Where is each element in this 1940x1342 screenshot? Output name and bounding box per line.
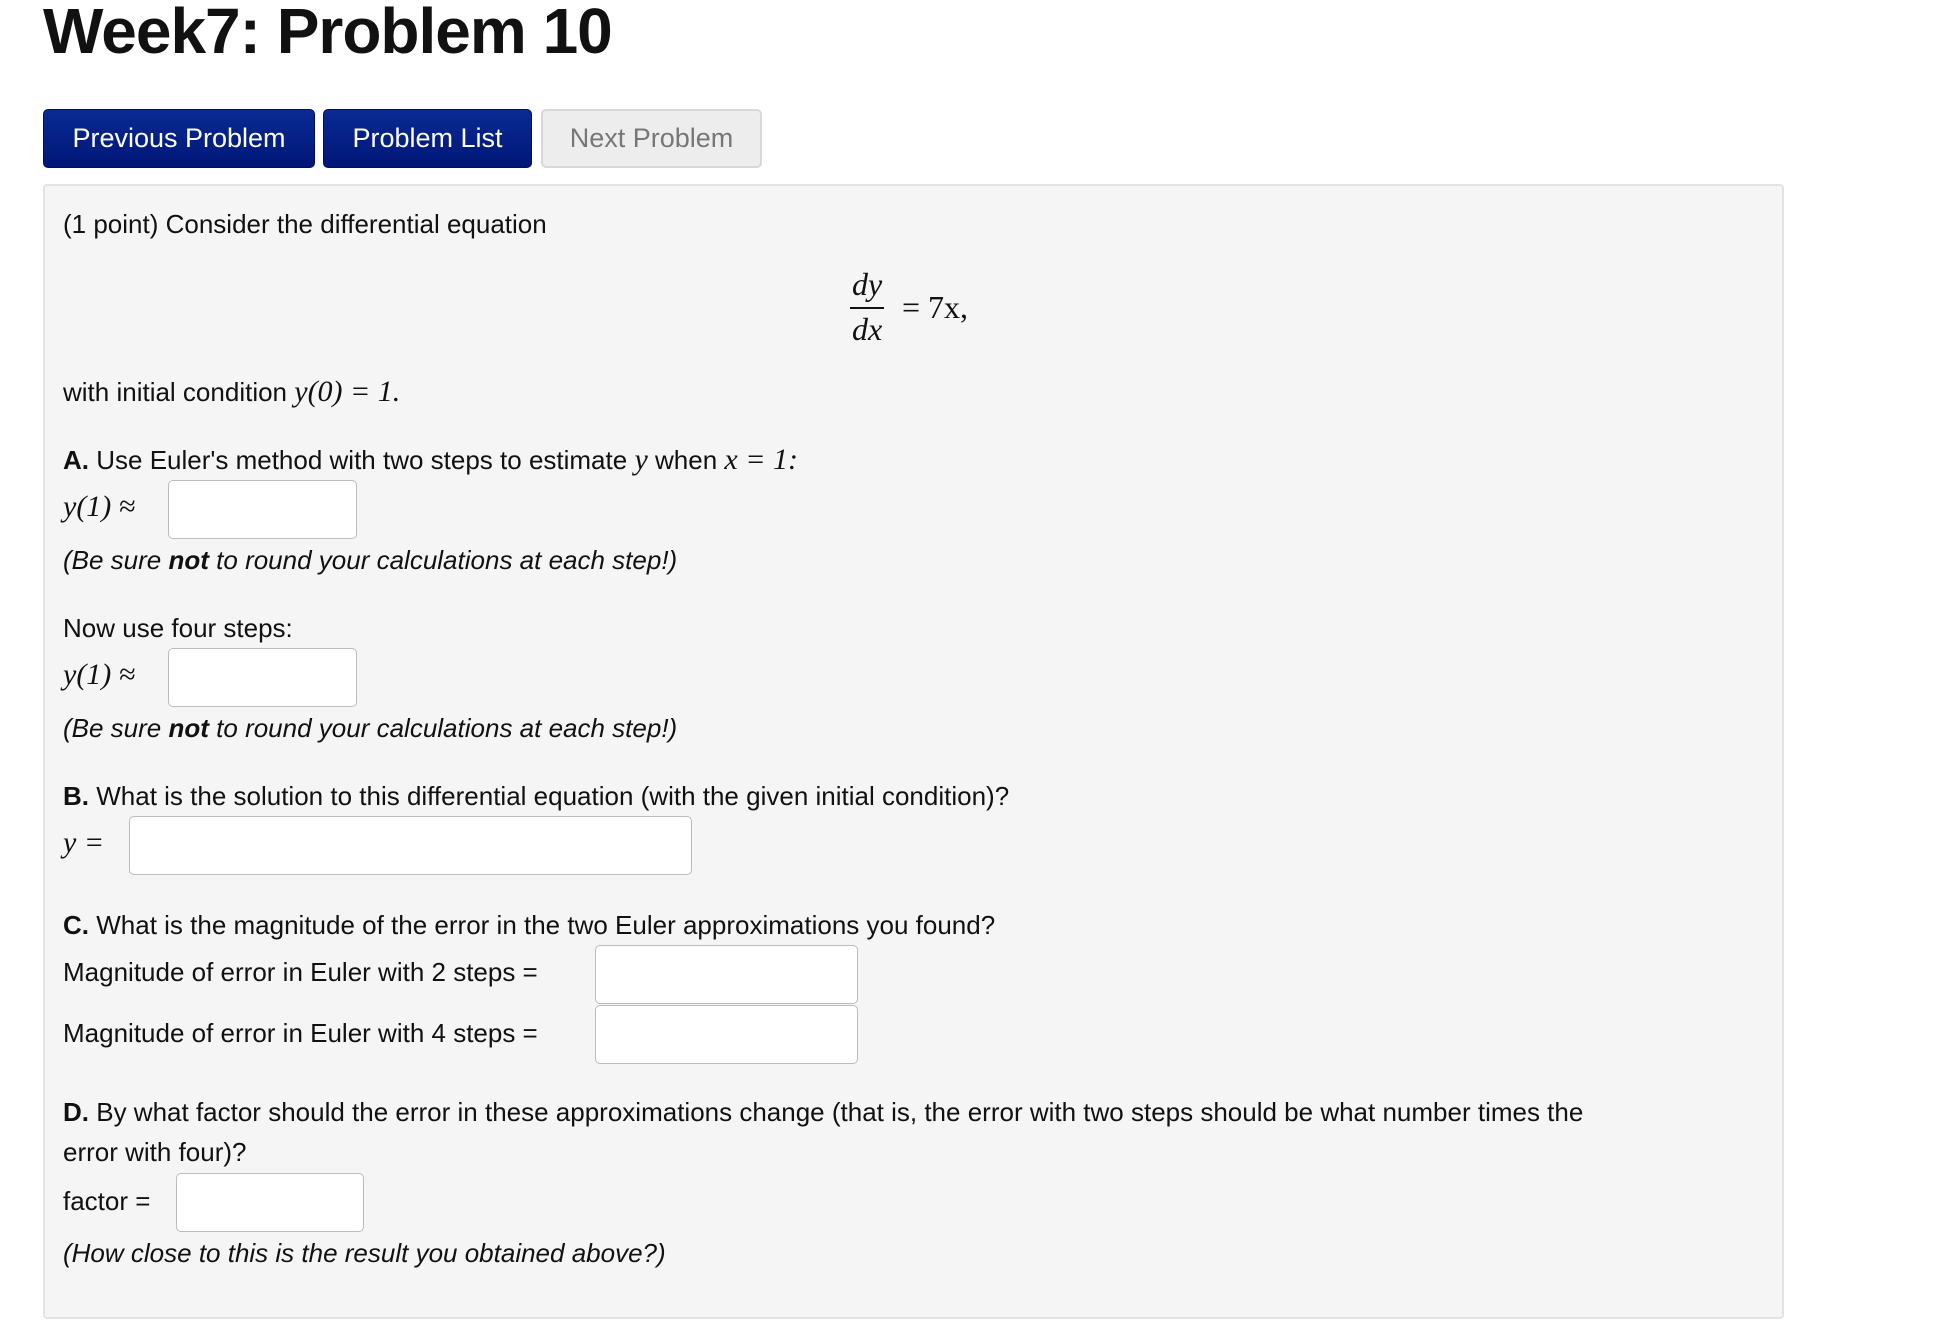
part-c-text: What is the magnitude of the error in the two Euler approximations you found?	[96, 910, 996, 940]
part-a-question	[63, 444, 798, 476]
page-title: Week7: Problem 10	[43, 0, 612, 67]
problem-panel	[43, 184, 1784, 1319]
part-d-text: By what factor should the error in these approximations change (that is, the error with two steps should be what number times the	[96, 1097, 1584, 1127]
equation-numerator: dy	[850, 266, 884, 309]
factor-input[interactable]	[176, 1173, 364, 1232]
error-4-steps-input[interactable]	[595, 1005, 858, 1064]
part-d-text-2: error with four)?	[63, 1137, 247, 1167]
note-pre: (Be sure	[63, 713, 162, 743]
y1-label-2steps: y(1) ≈	[63, 490, 136, 523]
closing-note: (How close to this is the result you obtained above?)	[63, 1238, 666, 1268]
part-a-when: when	[655, 445, 718, 475]
part-c-question	[63, 909, 995, 941]
part-c-label: C.	[63, 910, 89, 940]
error-2-steps-input[interactable]	[595, 945, 858, 1004]
error-2-steps-label: Magnitude of error in Euler with 2 steps =	[63, 957, 538, 987]
initial-label: with initial condition	[63, 377, 288, 407]
problem-list-button[interactable]: Problem List	[323, 109, 532, 168]
four-steps-label: Now use four steps:	[63, 613, 293, 643]
previous-problem-button[interactable]: Previous Problem	[43, 109, 315, 168]
equation-rhs: = 7x,	[902, 289, 969, 325]
part-b-question	[63, 780, 1009, 812]
y1-four-steps-input[interactable]	[168, 648, 357, 707]
part-a-text: Use Euler's method with two steps to estimate	[96, 445, 628, 475]
note-bold: not	[168, 545, 209, 575]
rounding-note-1	[63, 544, 677, 576]
y1-two-steps-input[interactable]	[168, 480, 357, 539]
part-d-question	[63, 1096, 1583, 1128]
equation-fraction	[850, 266, 884, 348]
part-b-text: What is the solution to this differential equation (with the given initial condition)?	[96, 781, 1010, 811]
next-problem-button[interactable]: Next Problem	[541, 109, 762, 168]
part-b-label: B.	[63, 781, 89, 811]
part-a-label: A.	[63, 445, 89, 475]
note-pre: (Be sure	[63, 545, 162, 575]
solution-input[interactable]	[129, 816, 692, 875]
initial-math: y(0) = 1.	[294, 375, 401, 408]
y1-label-4steps: y(1) ≈	[63, 658, 136, 691]
rounding-note-2	[63, 712, 677, 744]
part-a-x: x = 1:	[724, 443, 798, 476]
note-post: to round your calculations at each step!)	[216, 713, 678, 743]
error-4-steps-label: Magnitude of error in Euler with 4 steps =	[63, 1018, 538, 1048]
part-d-label: D.	[63, 1097, 89, 1127]
note-bold: not	[168, 713, 209, 743]
y-equals-label: y =	[63, 826, 105, 859]
factor-label: factor =	[63, 1186, 151, 1216]
note-post: to round your calculations at each step!)	[216, 545, 678, 575]
initial-condition	[63, 376, 400, 408]
problem-intro: (1 point) Consider the differential equation	[63, 209, 547, 239]
equation-denominator: dx	[852, 311, 883, 347]
part-a-y: y	[634, 443, 648, 476]
